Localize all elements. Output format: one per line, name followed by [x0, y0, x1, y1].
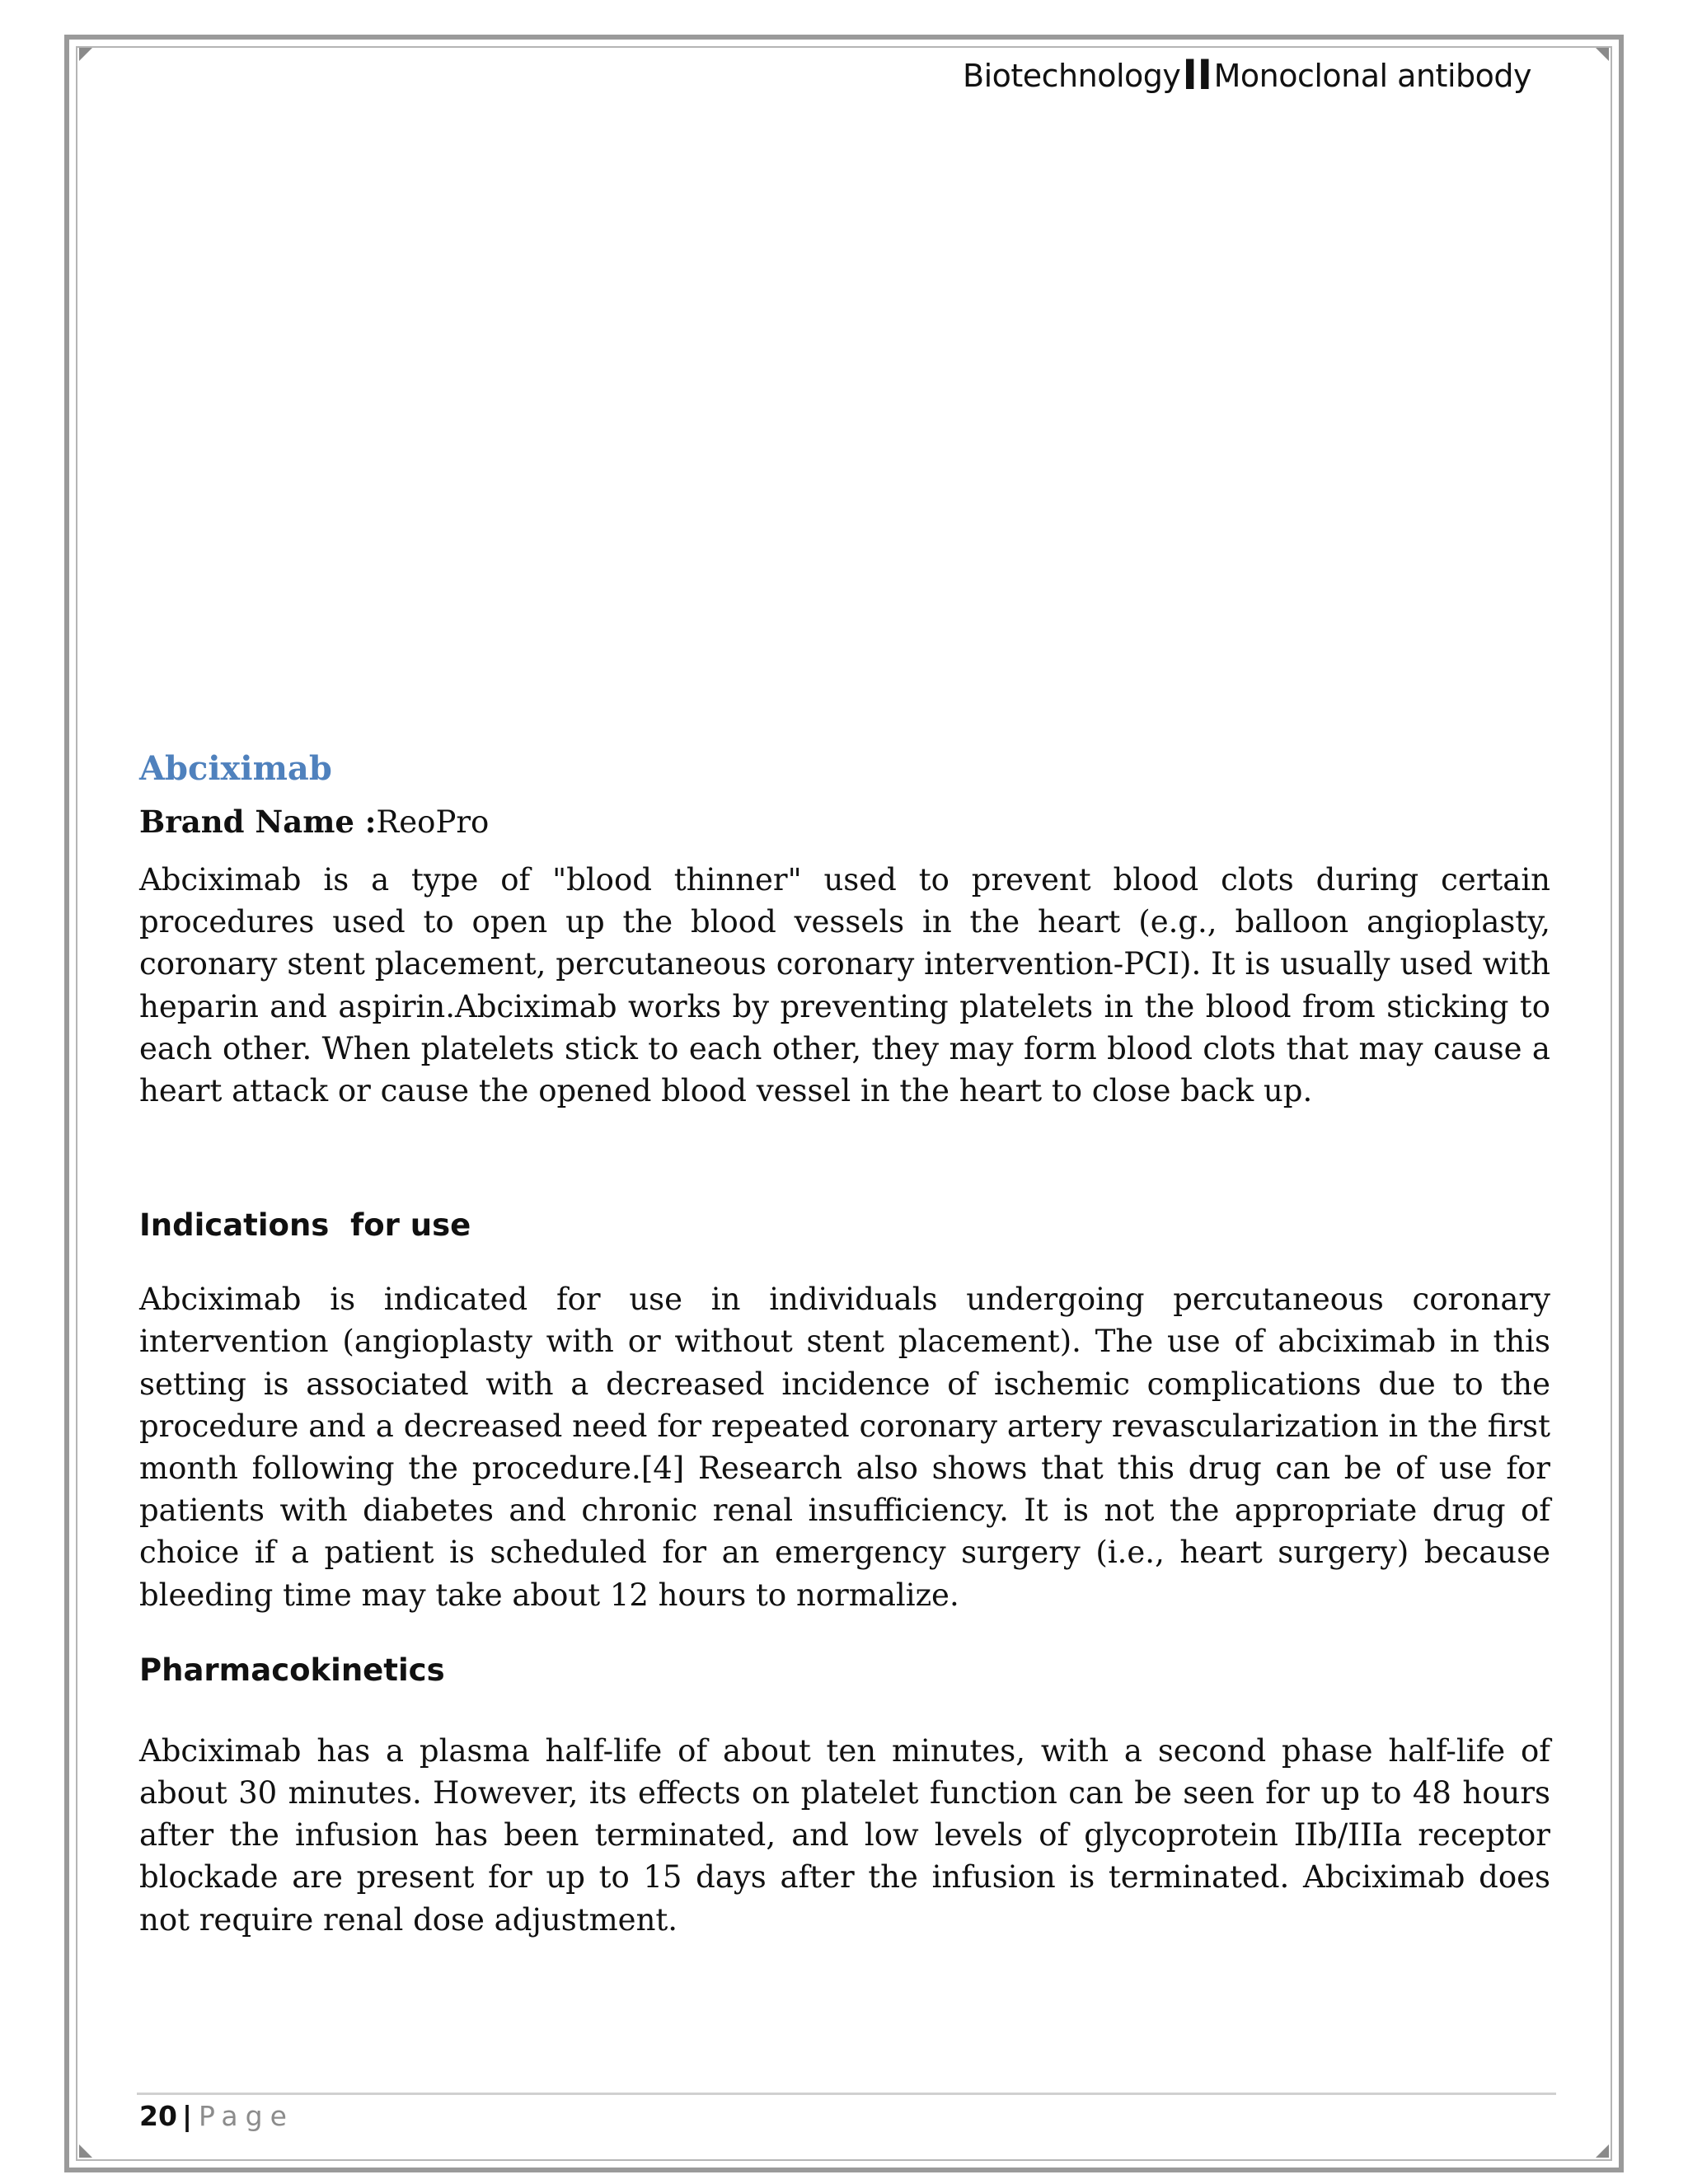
corner-ornament-top-right: [1596, 48, 1609, 61]
drug-title: Abciximab: [139, 749, 332, 788]
corner-ornament-top-left: [79, 48, 92, 61]
corner-ornament-bottom-left: [79, 2144, 92, 2158]
indications-heading: Indications for use: [139, 1207, 471, 1244]
page-content: [139, 746, 1550, 1941]
pharmacokinetics-text: Abciximab has a plasma half-life of about ten minutes, with a second phase half-life of about 30 minutes. However, its effects on platelet function can be seen for up to 48 hours after the infusion has been terminated, and low levels of glycoprotein IIb/IIIa receptor blockade are present for up to 15 days after the infusion is terminated. Abciximab does not require renal dose adjustment.: [139, 1732, 1550, 1938]
footer-rule: [137, 2093, 1556, 2095]
header-subject: Biotechnology: [963, 58, 1181, 94]
running-header: [963, 51, 1531, 99]
header-topic: Monoclonal antibody: [1213, 58, 1531, 94]
corner-ornament-bottom-right: [1596, 2144, 1609, 2158]
page-label: Page: [199, 2100, 294, 2132]
pharmacokinetics-heading: Pharmacokinetics: [139, 1652, 445, 1688]
footer-separator: |: [181, 2100, 192, 2132]
brand-name-line: [139, 800, 1550, 844]
brand-name-label: Brand Name :: [139, 804, 377, 840]
brand-name-value: ReoPro: [376, 804, 490, 840]
indications-text: Abciximab is indicated for use in individuals undergoing percutaneous coronary intervention (angioplasty with or without stent placement). The use of abciximab in this setting is associated with a decreased incidence of ischemic complications due to the procedure and a decreased need for repeated coronary artery revascularization in the first month following the procedure.[4] Research also shows that this drug can be of use for patients with diabetes and chronic renal insufficiency. It is not the appropriate drug of choice if a patient is scheduled for an emergency surgery (i.e., heart surgery) because bleeding time may take about 12 hours to normalize.: [139, 1282, 1550, 1613]
header-separator: II: [1182, 51, 1212, 99]
page-footer: [139, 2098, 294, 2135]
page-number: 20: [139, 2100, 177, 2132]
drug-description: Abciximab is a type of "blood thinner" used to prevent blood clots during certain procedures used to open up the blood vessels in the heart (e.g., balloon angioplasty, coronary stent placement, percutaneous coronary intervention-PCI). It is usually used with heparin and aspirin.Abciximab works by preventing platelets in the blood from sticking to each other. When platelets stick to each other, they may form blood clots that may cause a heart attack or cause the opened blood vessel in the heart to close back up.: [139, 862, 1550, 1109]
